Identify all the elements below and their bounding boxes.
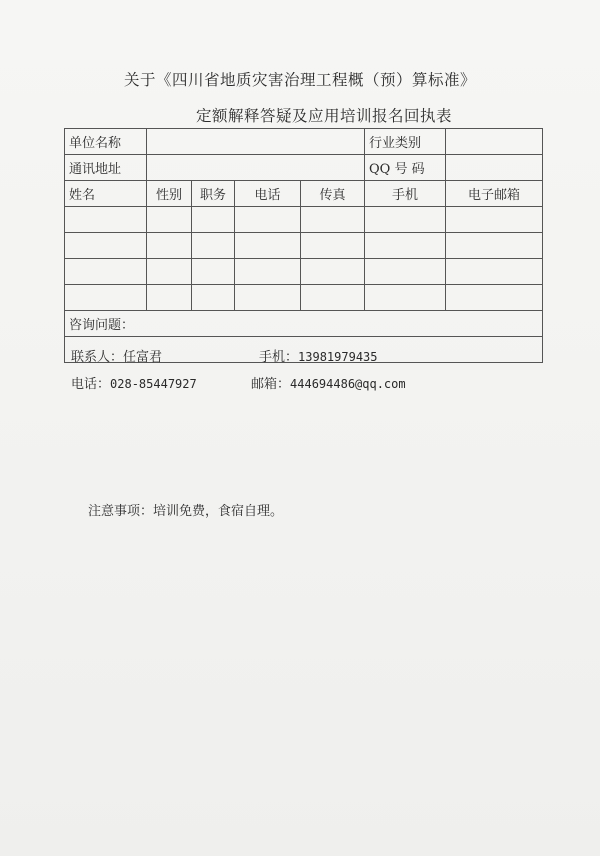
column-header-mobile: 手机: [365, 181, 446, 207]
document-subtitle: 定额解释答疑及应用培训报名回执表: [196, 107, 453, 125]
address-row: [65, 155, 543, 181]
table-cell[interactable]: [192, 207, 235, 233]
table-cell[interactable]: [235, 259, 301, 285]
mobile-label: 手机：: [259, 350, 299, 365]
question-label: 咨询问题：: [69, 318, 135, 333]
registration-form-table: [64, 128, 543, 392]
table-cell[interactable]: [301, 233, 365, 259]
column-header-position: 职务: [192, 181, 235, 207]
table-cell[interactable]: [65, 259, 147, 285]
contact-mobile: [259, 346, 378, 365]
table-cell[interactable]: [446, 207, 543, 233]
table-cell[interactable]: [446, 233, 543, 259]
table-row: [65, 259, 543, 285]
contact-person: [71, 346, 162, 365]
table-cell[interactable]: [65, 285, 147, 311]
table-cell[interactable]: [192, 285, 235, 311]
address-field[interactable]: [147, 155, 365, 181]
mobile-value: 13981979435: [298, 350, 378, 364]
contact-phone: [71, 373, 197, 392]
table-cell[interactable]: [365, 207, 446, 233]
table-cell[interactable]: [365, 259, 446, 285]
phone-value: 028-85447927: [110, 377, 197, 391]
column-header-row: [65, 181, 543, 207]
column-header-phone: 电话: [235, 181, 301, 207]
table-cell[interactable]: [301, 259, 365, 285]
note-text: 注意事项：培训免费，食宿自理。: [88, 504, 284, 519]
table-cell[interactable]: [446, 259, 543, 285]
table-cell[interactable]: [446, 285, 543, 311]
phone-label: 电话：: [71, 377, 111, 392]
table-cell[interactable]: [192, 233, 235, 259]
contact-row: [65, 337, 543, 363]
address-label: 通讯地址: [65, 155, 147, 181]
table-cell[interactable]: [301, 207, 365, 233]
contact-info: [65, 337, 543, 392]
qq-label: QQ 号 码: [365, 155, 446, 181]
table-cell[interactable]: [192, 259, 235, 285]
column-header-fax: 传真: [301, 181, 365, 207]
table-cell[interactable]: [365, 233, 446, 259]
table-cell[interactable]: [147, 259, 192, 285]
contact-email: [251, 373, 406, 392]
table-cell[interactable]: [365, 285, 446, 311]
table-cell[interactable]: [147, 233, 192, 259]
document-title: 关于《四川省地质灾害治理工程概（预）算标准》: [123, 71, 476, 89]
contact-person-value: 任富君: [123, 350, 163, 365]
table-row: [65, 207, 543, 233]
table-cell[interactable]: [235, 285, 301, 311]
industry-label: 行业类别: [365, 129, 446, 155]
column-header-name: 姓名: [65, 181, 147, 207]
unit-name-label: 单位名称: [65, 129, 147, 155]
column-header-email: 电子邮箱: [446, 181, 543, 207]
table-cell[interactable]: [301, 285, 365, 311]
unit-name-field[interactable]: [147, 129, 365, 155]
column-header-gender: 性别: [147, 181, 192, 207]
table-cell[interactable]: [235, 207, 301, 233]
table-cell[interactable]: [65, 207, 147, 233]
unit-name-row: [65, 129, 543, 155]
table-row: [65, 285, 543, 311]
qq-field[interactable]: [446, 155, 543, 181]
email-value: 444694486@qq.com: [290, 377, 406, 391]
table-cell[interactable]: [235, 233, 301, 259]
contact-person-label: 联系人：: [71, 350, 124, 365]
question-row: [65, 311, 543, 337]
table-row: [65, 233, 543, 259]
question-field[interactable]: [65, 311, 543, 337]
table-cell[interactable]: [147, 207, 192, 233]
industry-field[interactable]: [446, 129, 543, 155]
email-label: 邮箱：: [251, 377, 291, 392]
table-cell[interactable]: [65, 233, 147, 259]
table-cell[interactable]: [147, 285, 192, 311]
